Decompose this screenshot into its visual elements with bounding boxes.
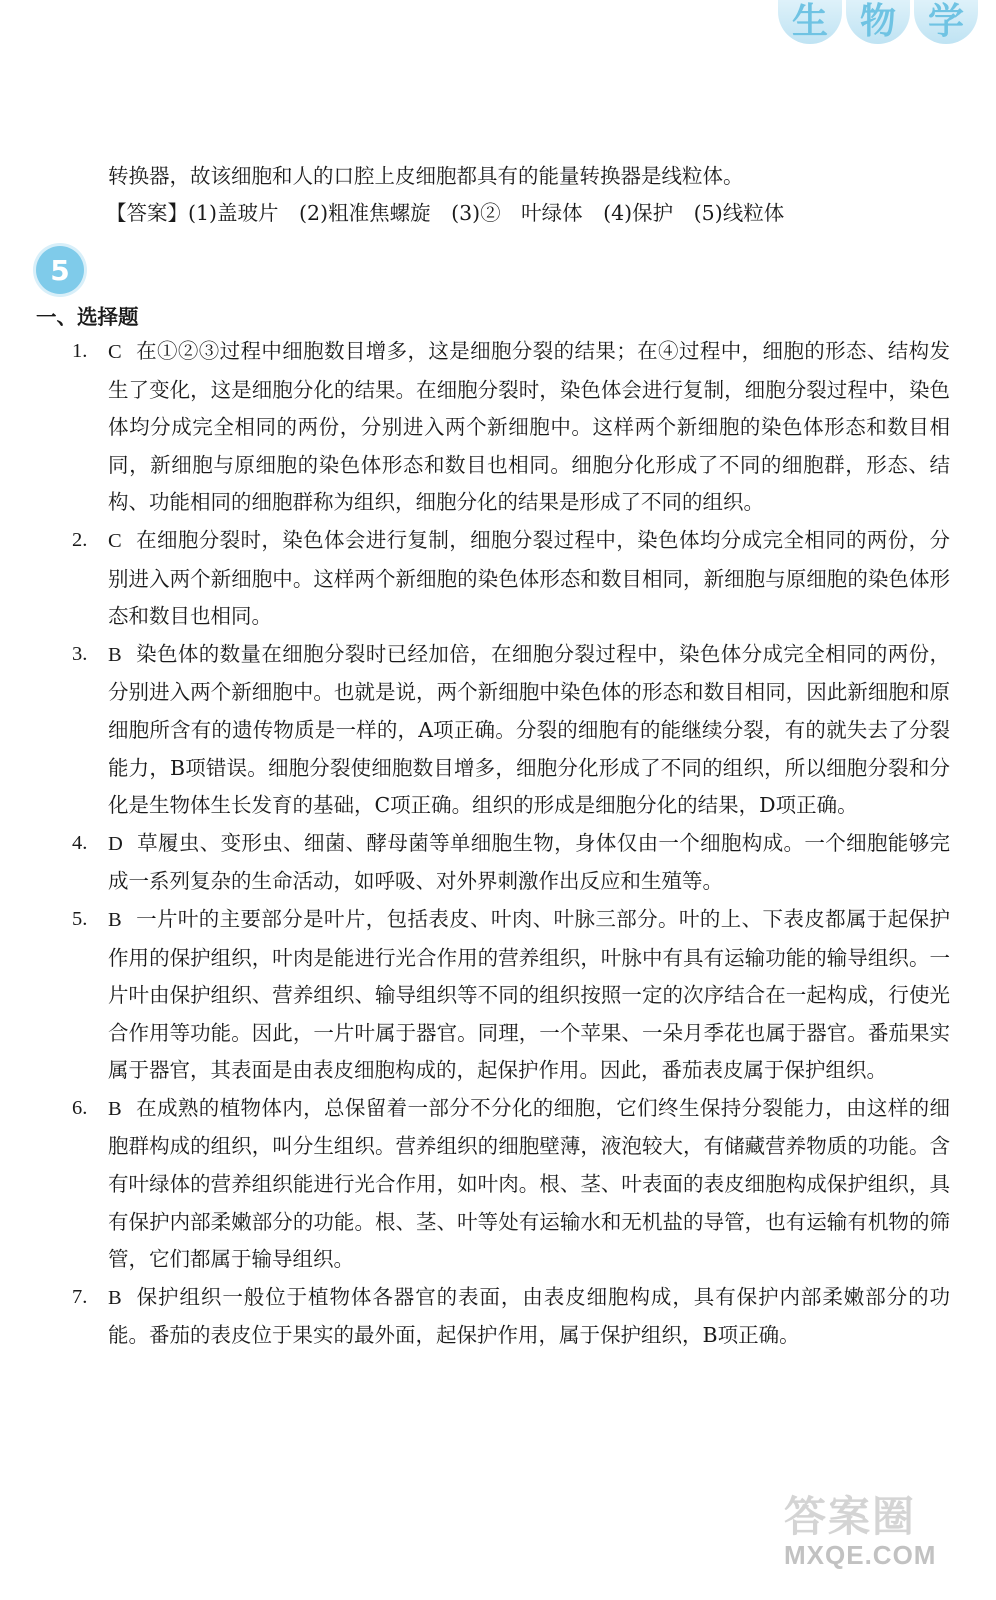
- question-number: 7.: [72, 1285, 88, 1308]
- section-number-badge: 5: [36, 246, 84, 294]
- question-answer: B: [108, 908, 122, 931]
- intro-answer-line: 【答案】(1)盖玻片 (2)粗准焦螺旋 (3)② 叶绿体 (4)保护 (5)线粒体: [106, 201, 785, 225]
- watermark-logo: [784, 1494, 974, 1578]
- question-item: [72, 825, 950, 901]
- question-explanation: 在成熟的植物体内，总保留着一部分不分化的细胞，它们终生保持分裂能力，由这样的细胞群构成的组织，叫分生组织。营养组织的细胞壁薄，液泡较大，有储藏营养物质的功能。含有叶绿体的营养组织能进行光合作用，如叶肉。根、茎、叶表面的表皮细胞构成保护组织，具有保护内部柔嫩部分的功能。根、茎、叶等处有运输水和无机盐的导管，也有运输有机物的筛管，它们都属于输导组织。: [108, 1095, 950, 1272]
- question-item: [72, 333, 950, 522]
- question-number: 1.: [72, 340, 88, 362]
- question-item: [72, 1279, 950, 1355]
- question-explanation: 保护组织一般位于植物体各器官的表面，由表皮细胞构成，具有保护内部柔嫩部分的功能。番茄的表皮位于果实的最外面，起保护作用，属于保护组织，B项正确。: [108, 1284, 950, 1348]
- subject-char: 物: [846, 0, 910, 44]
- question-item: [72, 901, 950, 1090]
- question-explanation: 草履虫、变形虫、细菌、酵母菌等单细胞生物，身体仅由一个细胞构成。一个细胞能够完成一系列复杂的生命活动，如呼吸、对外界刺激作出反应和生殖等。: [108, 830, 950, 894]
- question-explanation: 在①②③过程中细胞数目增多，这是细胞分裂的结果；在④过程中，细胞的形态、结构发生了变化，这是细胞分化的结果。在细胞分裂时，染色体会进行复制，细胞分裂过程中，染色体均分成完全相同的两份，分别进入两个新细胞中。这样两个新细胞的染色体形态和数目相同，新细胞与原细胞的染色体形态和数目也相同。细胞分化形成了不同的细胞群，形态、结构、功能相同的细胞群称为组织，细胞分化的结果是形成了不同的组织。: [108, 339, 950, 515]
- watermark-bottom-text: MXQE.COM: [784, 1540, 937, 1570]
- question-list: [72, 333, 950, 1355]
- question-number: 4.: [72, 831, 88, 854]
- section-title: 一、选择题: [36, 305, 139, 329]
- question-explanation: 在细胞分裂时，染色体会进行复制，细胞分裂过程中，染色体均分成完全相同的两份，分别进入两个新细胞中。这样两个新细胞的染色体形态和数目相同，新细胞与原细胞的染色体形态和数目也相同。: [108, 527, 950, 629]
- question-number: 6.: [72, 1096, 88, 1119]
- question-number: 2.: [72, 528, 88, 551]
- question-number: 5.: [72, 907, 88, 930]
- question-explanation: 一片叶的主要部分是叶片，包括表皮、叶肉、叶脉三部分。叶的上、下表皮都属于起保护作用的保护组织，叶肉是能进行光合作用的营养组织，叶脉中有具有运输功能的输导组织。一片叶由保护组织、营养组织、输导组织等不同的组织按照一定的次序结合在一起构成，行使光合作用等功能。因此，一片叶属于器官。同理，一个苹果、一朵月季花也属于器官。番茄果实属于器官，其表面是由表皮细胞构成的，起保护作用。因此，番茄表皮属于保护组织。: [108, 906, 950, 1083]
- question-item: [72, 1090, 950, 1279]
- subject-char: 生: [778, 0, 842, 44]
- question-explanation: 染色体的数量在细胞分裂时已经加倍，在细胞分裂过程中，染色体分成完全相同的两份，分别进入两个新细胞中。也就是说，两个新细胞中染色体的形态和数目相同，因此新细胞和原细胞所含有的遗传物质是一样的，A项正确。分裂的细胞有的能继续分裂，有的就失去了分裂能力，B项错误。细胞分裂使细胞数目增多，细胞分化形成了不同的组织，所以细胞分裂和分化是生物体生长发育的基础，C项正确。组织的形成是细胞分化的结果，D项正确。: [108, 641, 950, 818]
- question-number: 3.: [72, 642, 88, 665]
- question-item: [72, 522, 950, 636]
- subject-header: [778, 0, 978, 44]
- question-answer: C: [108, 529, 122, 552]
- question-answer: C: [108, 341, 122, 363]
- question-answer: D: [108, 832, 123, 855]
- question-answer: B: [108, 643, 122, 666]
- subject-char: 学: [914, 0, 978, 44]
- question-answer: B: [108, 1286, 122, 1309]
- question-item: [72, 636, 950, 825]
- watermark-top-text: 答案圈: [784, 1493, 917, 1540]
- question-answer: B: [108, 1097, 122, 1120]
- intro-continuation-line: 转换器，故该细胞和人的口腔上皮细胞都具有的能量转换器是线粒体。: [108, 164, 744, 188]
